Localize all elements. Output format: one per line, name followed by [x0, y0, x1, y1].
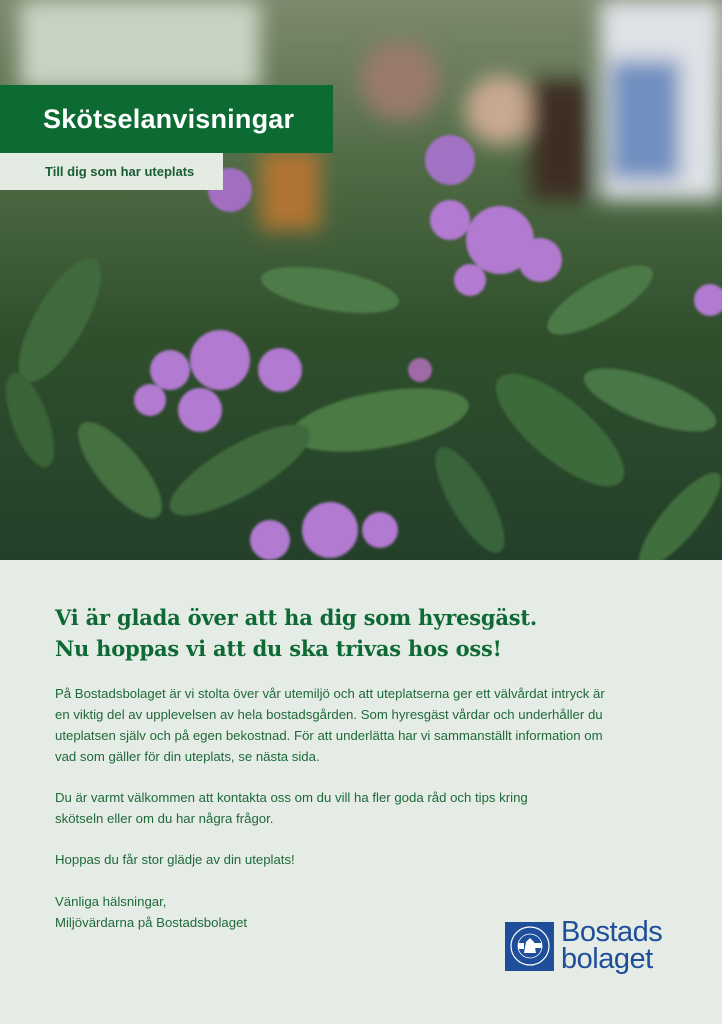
text-line: Miljövärdarna på Bostadsbolaget: [55, 915, 248, 930]
headline-line: Nu hoppas vi att du ska trivas hos oss!: [55, 636, 502, 661]
bostadsbolaget-logo: [505, 916, 663, 975]
headline-line: Vi är glada över att ha dig som hyresgäst.: [55, 605, 537, 630]
document-subtitle: Till dig som har uteplats: [45, 164, 195, 179]
subtitle-banner: [0, 153, 223, 190]
intro-paragraph: [55, 683, 605, 767]
title-banner: [0, 85, 333, 153]
text-line: Du är varmt välkommen att kontakta oss om du vill ha fler goda råd och tips kring: [55, 790, 528, 805]
text-line: På Bostadsbolaget är vi stolta över vår utemiljö och att uteplatserna ger ett välvårdat intryck är: [55, 686, 605, 701]
text-line: skötseln eller om du har några frågor.: [55, 811, 274, 826]
contact-paragraph: [55, 787, 528, 829]
headline: [55, 602, 537, 664]
logo-line: Bostads: [561, 916, 663, 948]
signature-paragraph: [55, 891, 247, 933]
text-line: uteplatsen själv och på egen bekostnad. För att underlätta har vi sammanställt information om: [55, 728, 603, 743]
text-line: Vänliga hälsningar,: [55, 894, 167, 909]
seal-icon: [505, 922, 554, 971]
logo-wordmark: [561, 916, 663, 975]
wish-paragraph: [55, 849, 295, 870]
text-line: vad som gäller för din uteplats, se nästa sida.: [55, 749, 320, 764]
text-line: en viktig del av upplevelsen av hela bostadsgården. Som hyresgäst vårdar och underhåller du: [55, 707, 603, 722]
text-line: Hoppas du får stor glädje av din uteplats!: [55, 852, 295, 867]
document-title: Skötselanvisningar: [43, 103, 295, 134]
logo-line: bolaget: [561, 943, 653, 975]
